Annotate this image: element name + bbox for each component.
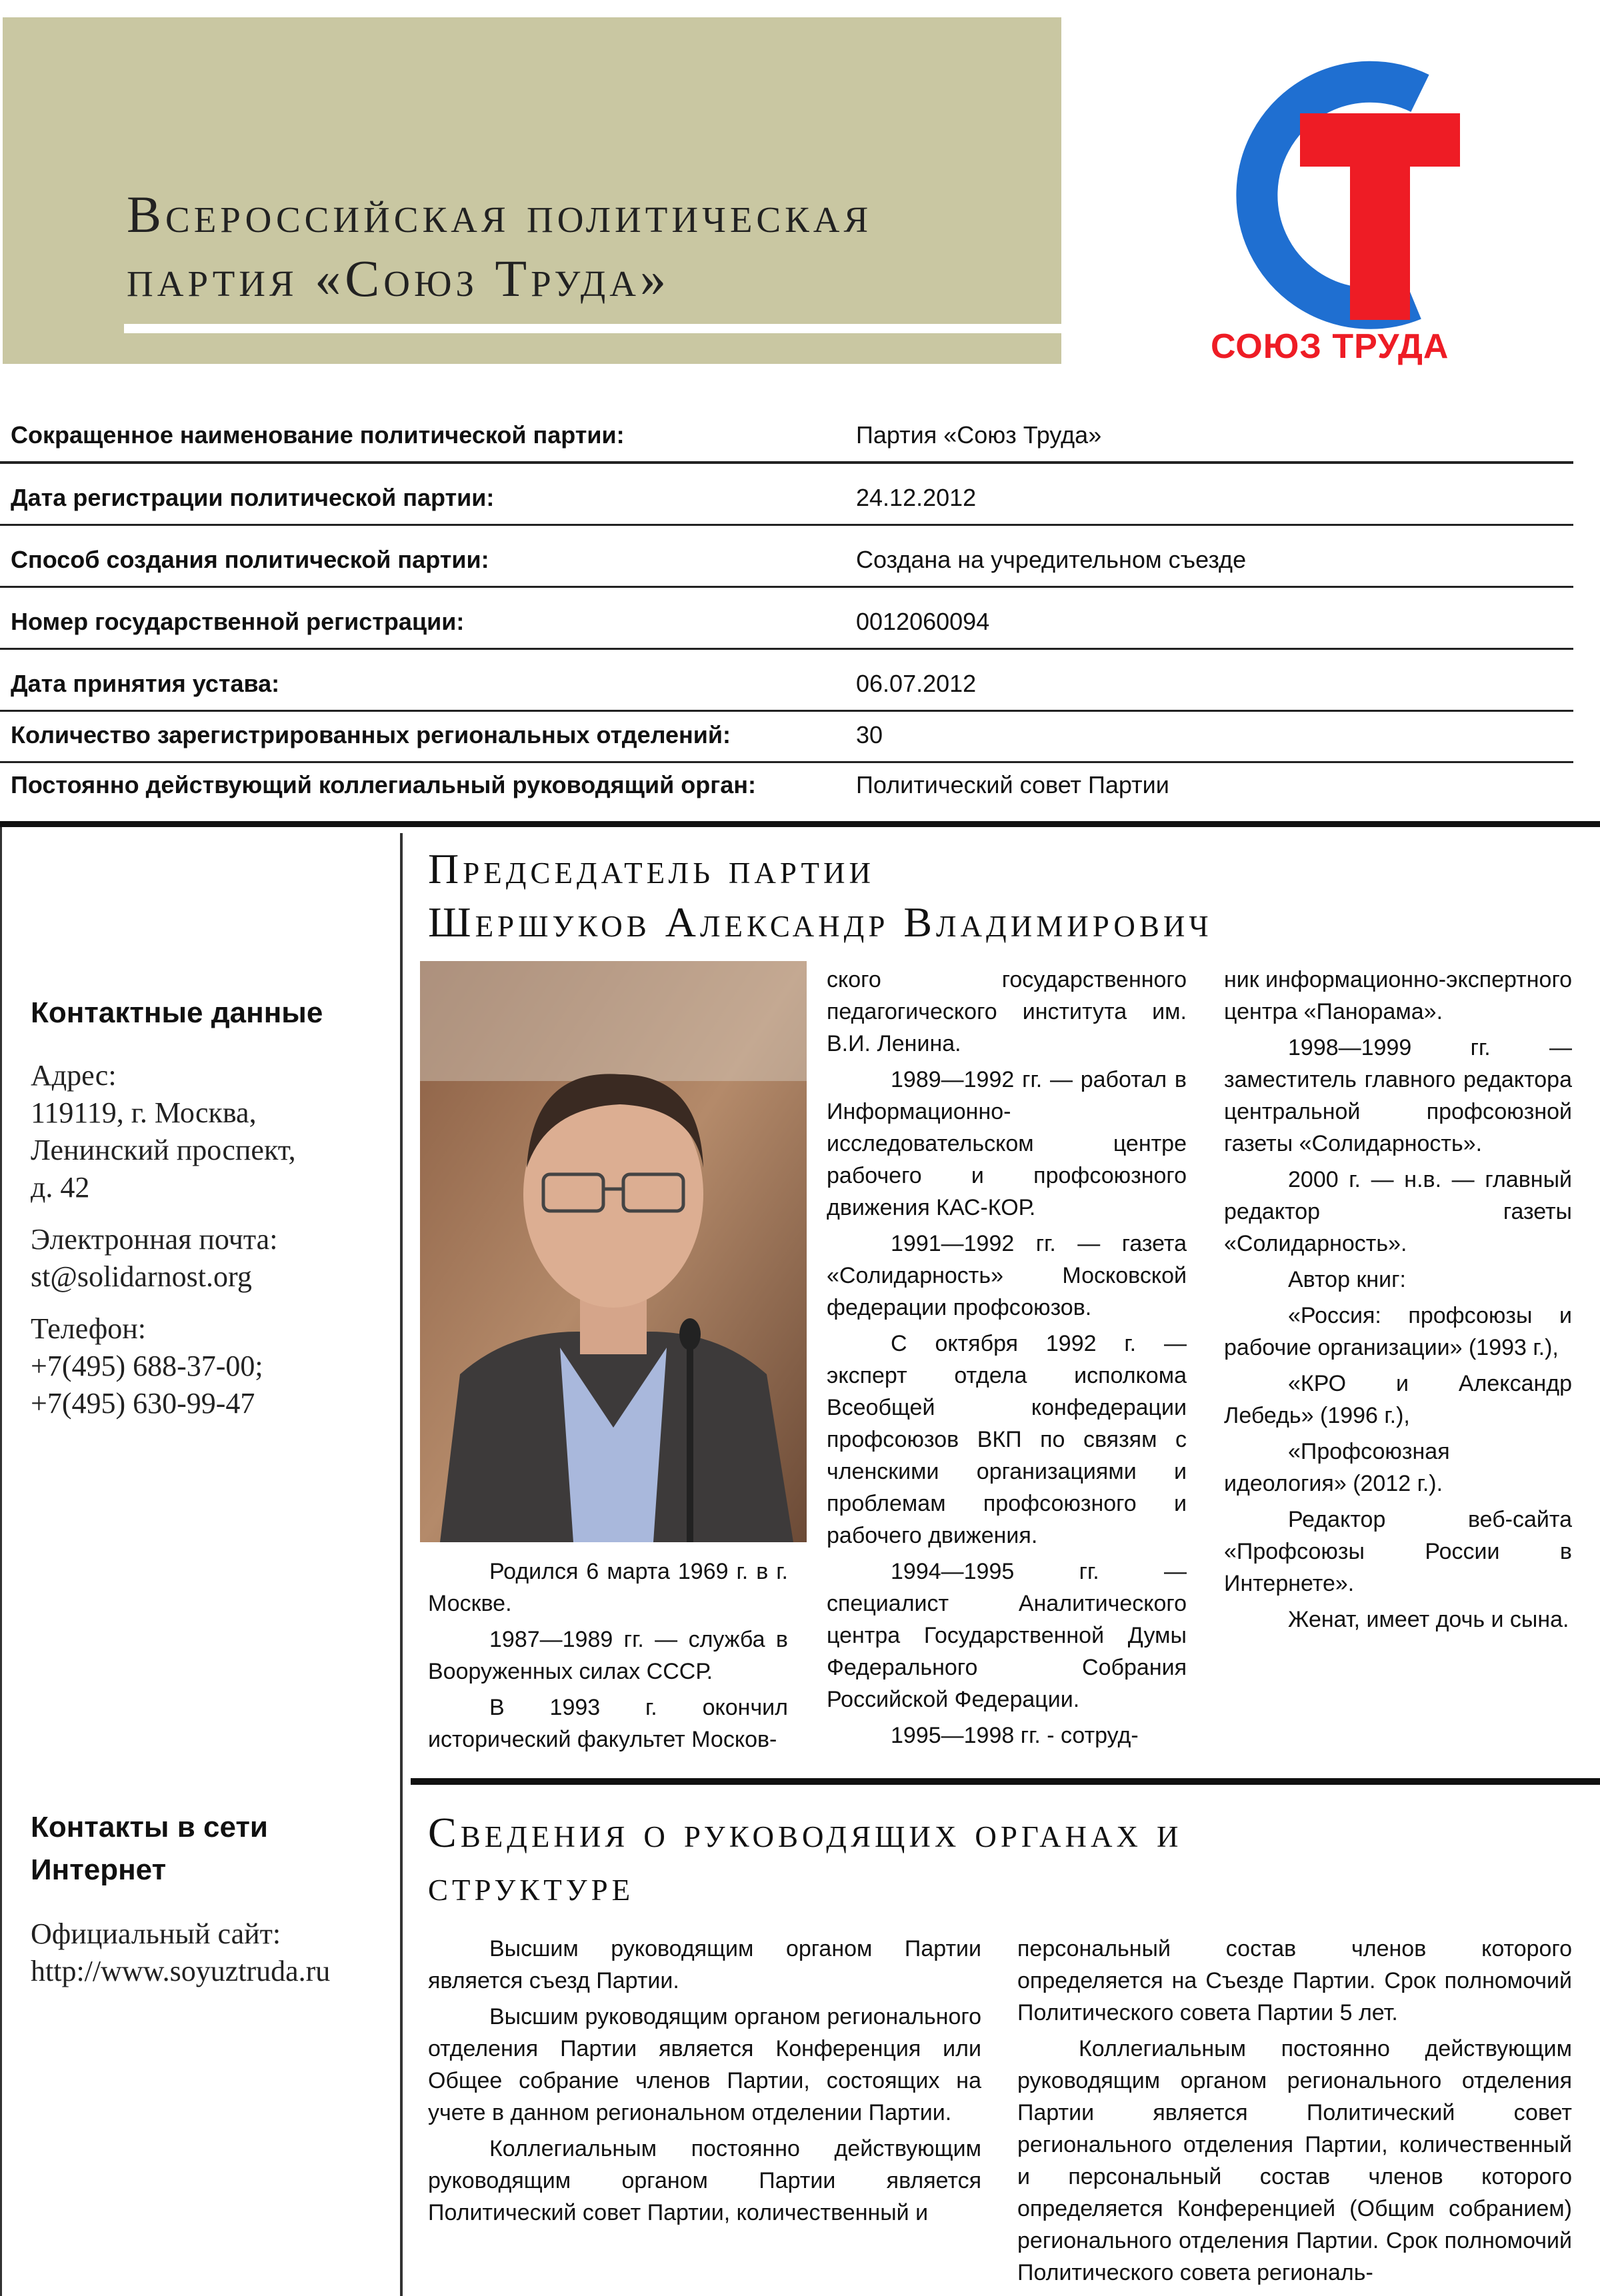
address-line: Ленинский проспект, (31, 1134, 296, 1166)
structure-paragraph: Коллегиальным постоянно действующим руководящим органом регионального отделения Партии является Политический совет регионального отделения Партии, количественный и персональный состав членов которого определяется Конференцией (Общим собранием) регионального отделения Партии. Срок полномочий Политического совета региональ- (1017, 2036, 1572, 2285)
bio-paragraph: Женат, имеет дочь и сына. (1288, 1607, 1569, 1632)
structure-paragraph: Высшим руководящим органом Партии является съезд Партии. (428, 1936, 981, 1993)
header-rule (124, 324, 1061, 333)
structure-col-1 (428, 1933, 981, 2233)
bio-paragraph: 1987—1989 гг. — служба в Вооруженных силах СССР. (428, 1627, 788, 1684)
phone-label: Телефон: (31, 1312, 147, 1345)
logo-text: СОЮЗ ТРУДА (1211, 327, 1449, 366)
portrait-image (420, 961, 807, 1542)
page-left-border (0, 827, 2, 2296)
bio-paragraph: 2000 г. — н.в. — главный редактор газеты «Солидарность». (1224, 1167, 1572, 1256)
logo-t-stem-icon (1350, 113, 1410, 320)
bio-paragraph: В 1993 г. окончил исторический факультет Москов- (428, 1695, 788, 1752)
bio-paragraph: «Профсоюзная идеология» (2012 г.). (1224, 1439, 1450, 1496)
bio-paragraph: 1998—1999 гг. — заместитель главного редактора центральной профсоюзной газеты «Солидарность». (1224, 1035, 1572, 1156)
email-label: Электронная почта: (31, 1223, 278, 1256)
section-divider (411, 1778, 1600, 1785)
chairman-bio-col-2 (827, 964, 1187, 1755)
bio-paragraph: С октября 1992 г. — эксперт отдела исполкома Всеобщей конфедерации профсоюзов ВКП по связям с членскими организациями и проблемам профсоюзного и рабочего движения. (827, 1331, 1187, 1548)
structure-paragraph: Высшим руководящим органом регионального отделения Партии является Конференция или Общее собрание членов Партии, состоящих на учете в данном региональном отделении Партии. (428, 2004, 981, 2125)
structure-col-2 (1017, 1933, 1572, 2293)
sidebar-divider (400, 833, 403, 2296)
bio-paragraph: Родился 6 марта 1969 г. в г. Москве. (428, 1559, 788, 1616)
header-band (3, 17, 1061, 364)
bio-paragraph: «Россия: профсоюзы и рабочие организации» (1993 г.), (1224, 1303, 1572, 1360)
web-block (31, 1806, 391, 1990)
info-row-creation-method: Способ создания политической партии: Создана на учредительном съезде (0, 526, 1573, 588)
info-table (0, 387, 1573, 811)
contacts-block (31, 992, 391, 1422)
chairman-bio-col-3 (1224, 964, 1572, 1640)
bio-paragraph: 1995—1998 гг. - сотруд- (891, 1723, 1139, 1748)
info-row-short-name: Сокращенное наименование политической партии: Партия «Союз Труда» (0, 387, 1573, 464)
section-divider (0, 821, 1600, 827)
chairman-bio-col-1 (428, 1556, 788, 1759)
address-line: 119119, г. Москва, (31, 1096, 257, 1129)
structure-paragraph: Коллегиальным постоянно действующим руководящим органом Партии является Политический совет Партии, количественный и (428, 2136, 981, 2225)
bio-paragraph: 1989—1992 гг. — работал в Информационно-исследовательском центре рабочего и профсоюзного движения КАС-КОР. (827, 1067, 1187, 1220)
party-title: Всероссийская политическая партия «Союз Труда» (127, 185, 873, 307)
chairman-photo (420, 961, 807, 1542)
bio-paragraph: 1991—1992 гг. — газета «Солидарность» Московской федерации профсоюзов. (827, 1231, 1187, 1320)
contacts-heading: Контактные данные (31, 996, 323, 1029)
info-row-regional-count: Количество зарегистрированных региональных отделений: 30 (0, 712, 1573, 763)
structure-paragraph: персональный состав членов которого определяется на Съезде Партии. Срок полномочий Политического совета Партии 5 лет. (1017, 1936, 1572, 2025)
bio-paragraph: Автор книг: (1288, 1267, 1406, 1292)
site-link[interactable]: http://www.soyuztruda.ru (31, 1955, 331, 1987)
phone-number: +7(495) 630-99-47 (31, 1387, 255, 1420)
bio-paragraph: «КРО и Александр Лебедь» (1996 г.), (1224, 1371, 1572, 1428)
phone-number: +7(495) 688-37-00; (31, 1350, 263, 1382)
info-row-registration-number: Номер государственной регистрации: 0012060094 (0, 588, 1573, 650)
party-logo (1193, 40, 1473, 387)
web-heading: Контакты в сети (31, 1811, 268, 1843)
bio-paragraph: ник информационно-экспертного центра «Панорама». (1224, 967, 1573, 1024)
address-label: Адрес: (31, 1059, 117, 1092)
bio-paragraph: Редактор веб-сайта «Профсоюзы России в Интернете». (1224, 1507, 1572, 1596)
chairman-title: Председатель партии Шершуков Александр Владимирович (428, 845, 1213, 946)
bio-paragraph: 1994—1995 гг. — специалист Аналитического центра Государственной Думы Федерального Собрания Российской Федерации. (827, 1559, 1187, 1712)
info-row-charter-date: Дата принятия устава: 06.07.2012 (0, 650, 1573, 712)
site-label: Официальный сайт: (31, 1917, 281, 1950)
web-heading: Интернет (31, 1853, 167, 1886)
info-row-registration-date: Дата регистрации политической партии: 24.12.2012 (0, 464, 1573, 526)
structure-title: Сведения о руководящих органах и структуре (428, 1809, 1183, 1909)
bio-paragraph: ского государственного педагогического института им. В.И. Ленина. (827, 967, 1187, 1056)
info-row-governing-body: Постоянно действующий коллегиальный руководящий орган: Политический совет Партии (11, 771, 1169, 798)
address-line: д. 42 (31, 1171, 90, 1204)
email-link[interactable]: st@solidarnost.org (31, 1260, 252, 1293)
